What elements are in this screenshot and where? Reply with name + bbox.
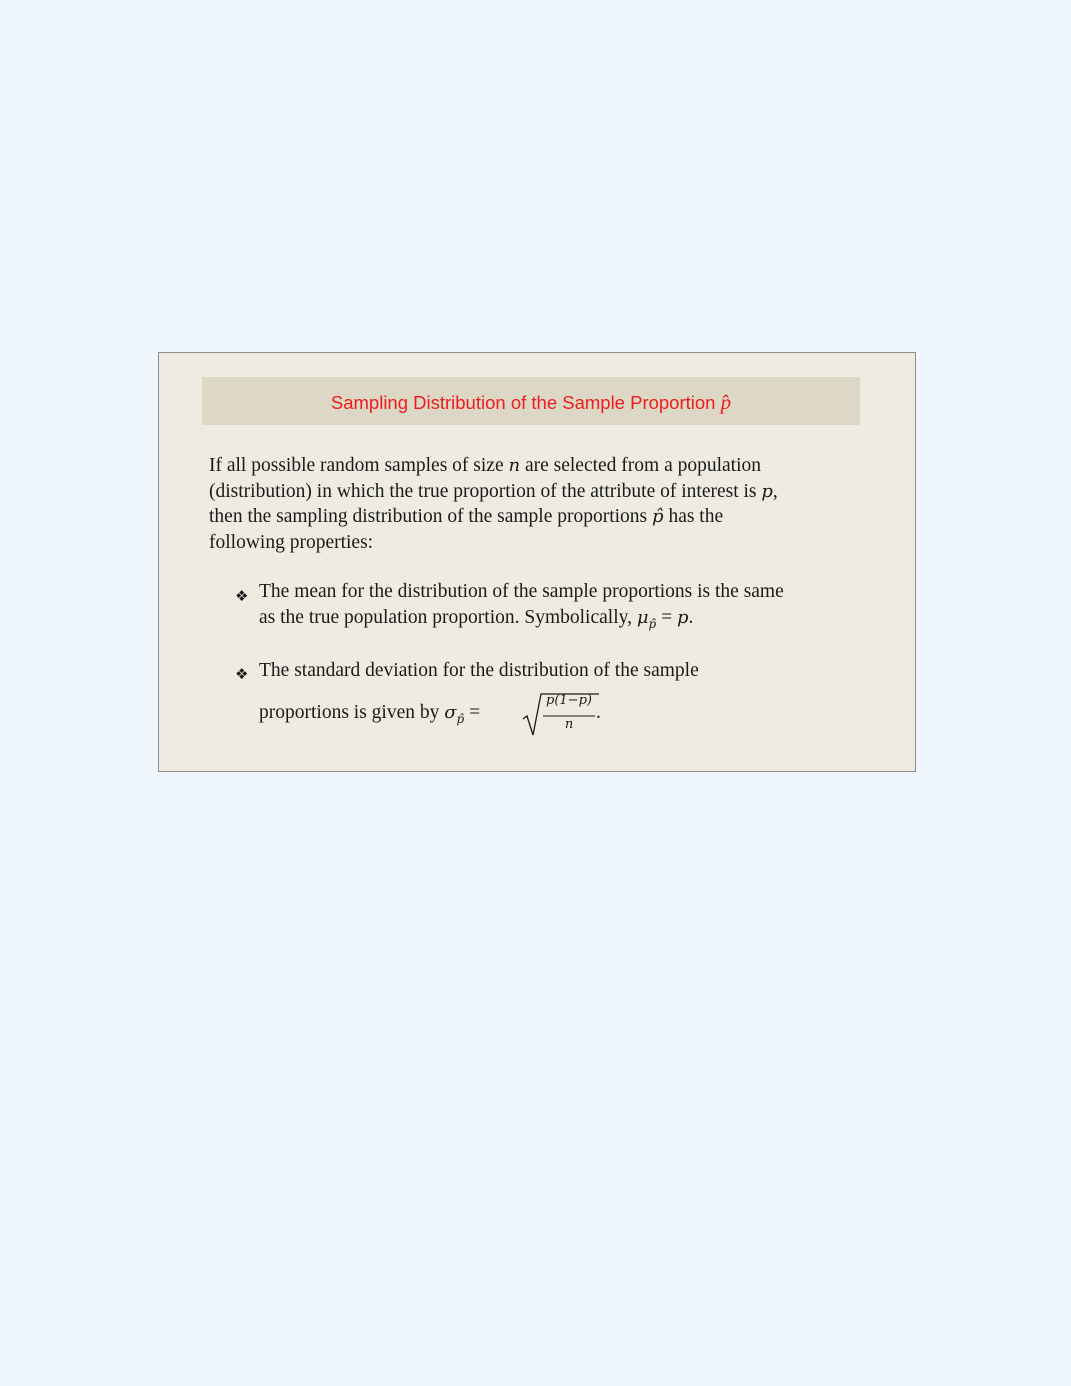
box-title-bar (202, 377, 860, 425)
intro-paragraph (209, 453, 869, 555)
bullet-1-line-2: as the true population proportion. Symbolically, $\mu_{p̂} = p$. (259, 607, 694, 631)
bullet-2-line-1: The standard deviation for the distribution of the sample (259, 660, 699, 681)
formula-period: . (596, 702, 601, 723)
mean-symbol: μ (636, 607, 649, 628)
fraction-numerator: p(1−p) (546, 693, 592, 708)
bullet-diamond-icon: ❖ (235, 665, 249, 683)
intro-line-4: following properties: (209, 531, 374, 553)
definition-box (158, 352, 916, 772)
intro-line-3: then the sampling distribution of the sample proportions p̂ has the (209, 506, 724, 527)
mean-subscript: p̂ (648, 617, 657, 631)
fraction-denominator: n (564, 717, 574, 732)
intro-line-1: If all possible random samples of size n are selected from a population (209, 455, 762, 476)
bullet-1-line-1: The mean for the distribution of the sample proportions is the same (259, 581, 784, 602)
sigma-subscript: p̂ (456, 712, 465, 726)
sigma-symbol: σ (444, 702, 457, 723)
box-title-symbol: p̂ (720, 390, 732, 414)
bullet-diamond-icon: ❖ (235, 587, 249, 605)
box-title: Sampling Distribution of the Sample Proportion (330, 392, 716, 413)
bullet-2-line-2: proportions is given by $\sigma_{p̂}$ = (259, 702, 481, 726)
intro-line-2: (distribution) in which the true proportion of the attribute of interest is p, (209, 480, 778, 502)
